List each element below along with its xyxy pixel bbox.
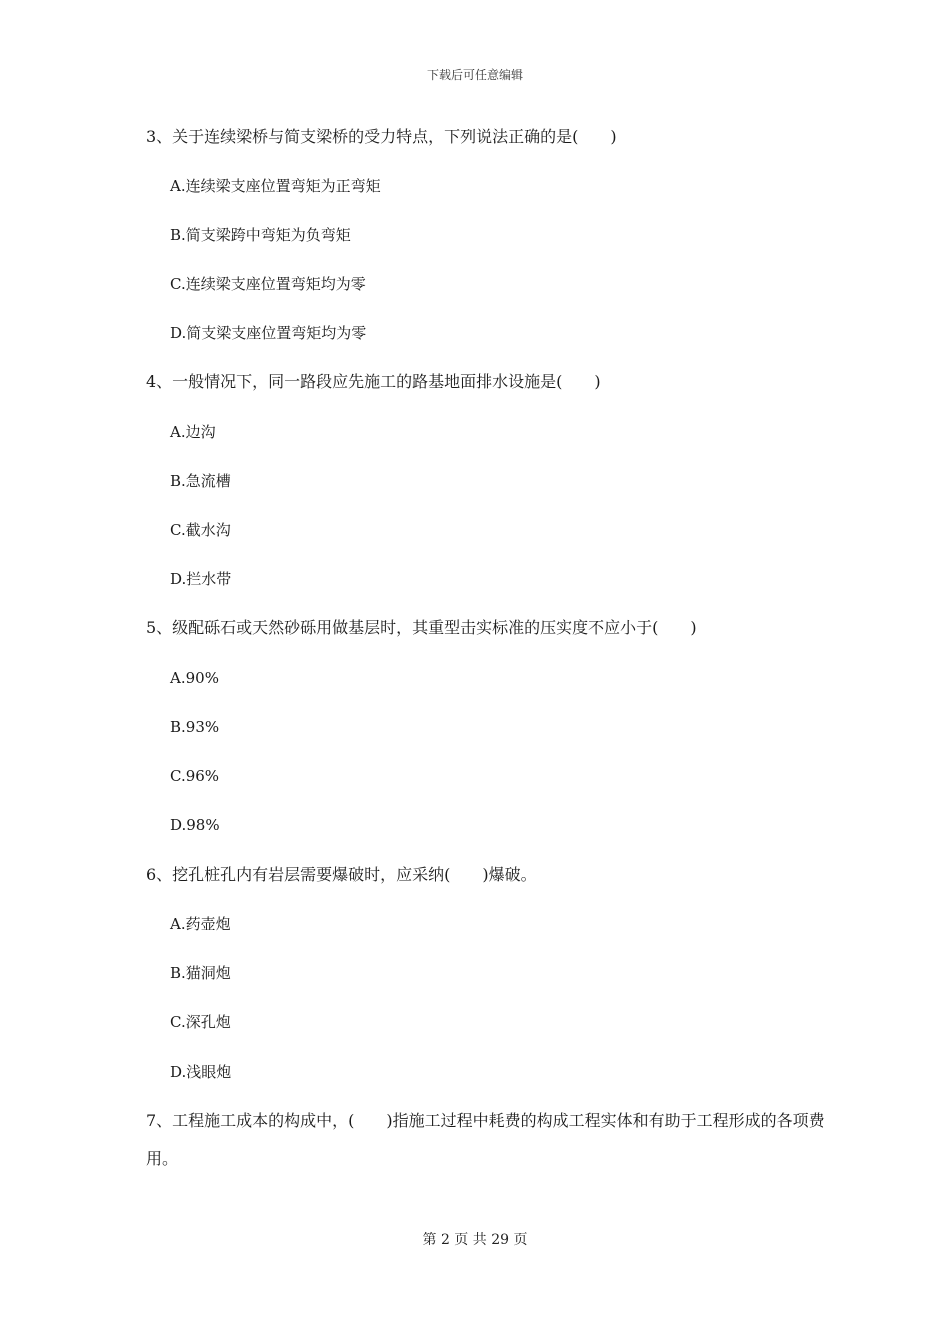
question-4: 4、一般情况下，同一路段应先施工的路基地面排水设施是( ): [146, 372, 601, 391]
question-3-option-a: A.连续梁支座位置弯矩为正弯矩: [170, 177, 381, 195]
question-4-option-a: A.边沟: [170, 423, 216, 441]
question-6-option-c: C.深孔炮: [170, 1013, 231, 1031]
question-6: 6、挖孔桩孔内有岩层需要爆破时，应采纳( )爆破。: [146, 865, 537, 884]
question-5-option-b: B.93%: [170, 718, 220, 736]
question-6-option-b: B.猫洞炮: [170, 964, 231, 982]
page-footer: 第 2 页 共 29 页: [422, 1232, 528, 1248]
question-3-option-b: B.简支梁跨中弯矩为负弯矩: [170, 226, 351, 244]
question-6-option-a: A.药壶炮: [170, 915, 231, 933]
page-header: 下载后可任意编辑: [426, 68, 523, 82]
question-3-option-d: D.简支梁支座位置弯矩均为零: [170, 324, 367, 342]
question-7: 7、工程施工成本的构成中，( )指施工过程中耗费的构成工程实体和有助于工程形成的各项费用。: [146, 1111, 825, 1168]
question-4-option-b: B.急流槽: [170, 472, 231, 490]
question-3-option-c: C.连续梁支座位置弯矩均为零: [170, 275, 366, 293]
question-5-option-d: D.98%: [170, 816, 220, 834]
question-5-option-c: C.96%: [170, 767, 220, 785]
question-6-option-d: D.浅眼炮: [170, 1063, 232, 1081]
question-5: 5、级配砾石或天然砂砾用做基层时，其重型击实标准的压实度不应小于( ): [146, 618, 697, 637]
question-3: 3、关于连续梁桥与简支梁桥的受力特点，下列说法正确的是( ): [146, 127, 617, 146]
question-5-option-a: A.90%: [170, 669, 219, 687]
question-4-option-c: C.截水沟: [170, 521, 231, 539]
question-4-option-d: D.拦水带: [170, 570, 232, 588]
